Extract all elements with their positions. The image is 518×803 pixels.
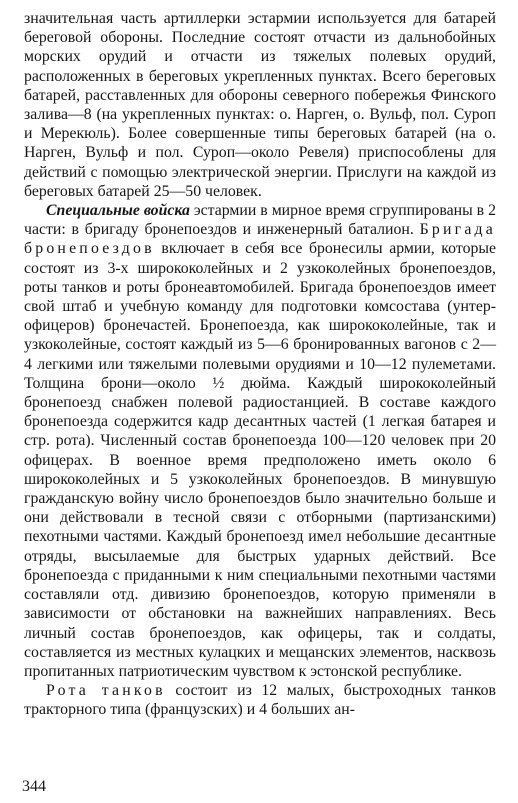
paragraph-special-troops [24, 201, 496, 681]
paragraph-text: значительная часть артиллерки эстармии используется для батарей береговой обороны. Последние состоят отчасти из дальнобойных морских орудий и отчасти из тяжелых полевых орудий, расположенных в береговых укрепленных пунктах. Всего береговых батарей, расставленных для обороны северного побережья Финского залива—8 (на укрепленных пунктах: о. Нарген, о. Вульф, пол. Суроп и Мерекюль). Более совершенные типы береговых батарей (на о. Нарген, Вульф и пол. Суроп—около Ревеля) приспособлены для действий с помощью электрической энергии. Прислуги на каждой из береговых батарей 25—50 человек. [24, 10, 496, 200]
spaced-term-armored-train-brigade: Бригада бронепоездов [24, 221, 496, 258]
paragraph-text: состоит из 12 малых, быстроходных танков тракторного типа (французских) и 4 больших ан- [24, 682, 496, 719]
spaced-term-tank-company: Рота танков [46, 682, 166, 700]
section-lead-special-troops: Специальные войска [46, 202, 190, 220]
paragraph-coastal-batteries [24, 9, 496, 201]
paragraph-tank-company [24, 681, 496, 719]
paragraph-text-continued: включает в себя все бронесилы армии, которые состоят из 3-х ширококолейных и 2 узкоколейных бронепоездов, роты танков и роты бронеавтомобилей. Бригада бронепоездов имеет свой штаб и учебную команду для подготовки комсостава (унтер-офицеров) бронечастей. Бронепоезда, как ширококолейные, так и узкоколейные, состоят каждый из 5—6 бронированных вагонов с 2—4 легкими или тяжелыми полевыми орудиями и 10—12 пулеметами. Толщина брони—около ½ дюйма. Каждый ширококолейный бронепоезд снабжен полевой радиостанцией. В составе каждого бронепоезда содержится кадр десантных частей (1 легкая батарея и стр. рота). Численный состав бронепоезда 100—120 человек при 20 офицерах. В военное время предположено иметь около 6 ширококолейных и 5 узкоколейных бронепоездов. В минувшую гражданскую войну число бронепоездов было значительно больше и они действовали в тесной связи с отборными (партизанскими) пехотными частями. Каждый бронепоезд имел небольшие десантные отряды, высылаемые для быстрых ударных действий. Все бронепоезда с приданными к ним специальными пехотными частями составляли отд. дивизию бронепоездов, которую применяли в зависимости от обстановки на важнейших направлениях. Весь личный состав бронепоездов, как офицеры, так и солдаты, составляется из местных кулацких и мещанских элементов, насквозь пропитанных патриотическим чувством к эстонской республике. [24, 240, 496, 680]
paragraph-text: эстармии в мирное время сгруппированы в 2 части: в бригаду бронепоездов и инженерный баталион. [24, 202, 496, 239]
page-number: 344 [22, 778, 46, 795]
page-body [24, 9, 496, 720]
